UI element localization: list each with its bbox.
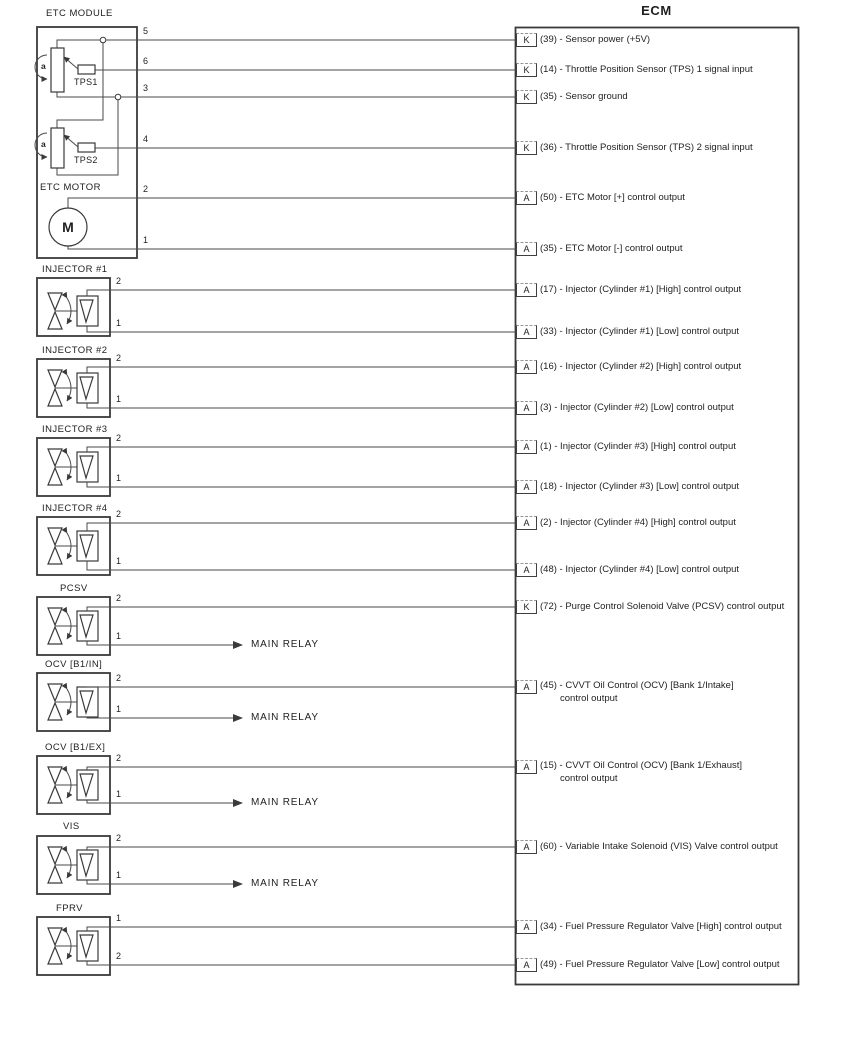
pin-label: (72) - Purge Control Solenoid Valve (PCSV) control output (540, 601, 785, 612)
pin-connector-letter: A (516, 958, 537, 972)
ecm-pin-row (516, 919, 782, 934)
component-label-pcsv: PCSV (60, 583, 88, 594)
injector3-symbol (37, 438, 516, 496)
component-label-injector1: INJECTOR #1 (42, 264, 108, 275)
pin-connector-letter: A (516, 242, 537, 256)
pin-connector-letter: A (516, 325, 537, 339)
ecm-pin-row (516, 241, 683, 256)
pin-number: 1 (116, 789, 122, 799)
pin-label: (35) - ETC Motor [-] control output (540, 243, 683, 254)
pin-connector-letter: A (516, 191, 537, 205)
tps2-label: TPS2 (74, 155, 98, 165)
ecm-pin-row (516, 679, 734, 705)
pin-connector-letter: A (516, 563, 537, 577)
pin-connector-letter: K (516, 600, 537, 614)
etc-module-symbol (35, 27, 516, 258)
pin-label: (36) - Throttle Position Sensor (TPS) 2 signal input (540, 142, 753, 153)
pin-label: (48) - Injector (Cylinder #4) [Low] control output (540, 564, 740, 575)
motor-symbol-m: M (62, 219, 74, 235)
pin-number: 1 (116, 913, 122, 923)
ecm-pin-row (516, 839, 778, 854)
pin-connector-letter: A (516, 283, 537, 297)
pin-label: (14) - Throttle Position Sensor (TPS) 1 signal input (540, 64, 753, 75)
ecm-pin-row (516, 759, 742, 785)
injector2-symbol (37, 359, 516, 417)
pin-number: 1 (116, 631, 122, 641)
ecm-pin-row (516, 562, 739, 577)
pin-label: (60) - Variable Intake Solenoid (VIS) Valve control output (540, 841, 778, 852)
component-label-injector2: INJECTOR #2 (42, 345, 108, 356)
pin-number: 2 (116, 353, 122, 363)
main-relay-label: MAIN RELAY (251, 639, 319, 650)
pin-number: 2 (116, 833, 122, 843)
pin-label: (39) - Sensor power (+5V) (540, 34, 651, 45)
etc-motor-label: ETC MOTOR (40, 182, 101, 193)
throttle-angle-symbol: a (41, 139, 46, 149)
pin-connector-letter: K (516, 90, 537, 104)
pin-number: 2 (116, 593, 122, 603)
pin-number: 2 (116, 433, 122, 443)
pin-number: 2 (143, 184, 149, 194)
pin-label: (2) - Injector (Cylinder #4) [High] control output (540, 517, 736, 528)
pin-label-line2: control output (560, 773, 618, 784)
pin-connector-letter: A (516, 516, 537, 530)
pin-number: 3 (143, 83, 149, 93)
ecm-pin-row (516, 359, 741, 374)
pin-label: (50) - ETC Motor [+] control output (540, 192, 685, 203)
main-relay-label: MAIN RELAY (251, 797, 319, 808)
pin-label: (18) - Injector (Cylinder #3) [Low] control output (540, 481, 740, 492)
pin-connector-letter: K (516, 33, 537, 47)
ecm-pin-row (516, 957, 780, 972)
pin-label: (34) - Fuel Pressure Regulator Valve [High] control output (540, 921, 782, 932)
pin-connector-letter: A (516, 480, 537, 494)
pin-label: (1) - Injector (Cylinder #3) [High] control output (540, 441, 736, 452)
tps1-label: TPS1 (74, 77, 98, 87)
pin-number: 1 (116, 394, 122, 404)
main-relay-label: MAIN RELAY (251, 878, 319, 889)
ecm-pin-row (516, 32, 650, 47)
ecm-pin-row (516, 62, 753, 77)
pin-number: 1 (116, 556, 122, 566)
main-relay-label: MAIN RELAY (251, 712, 319, 723)
pin-connector-letter: K (516, 63, 537, 77)
pin-number: 1 (116, 704, 122, 714)
ecm-pin-row (516, 439, 736, 454)
pin-number: 4 (143, 134, 149, 144)
pin-connector-letter: A (516, 920, 537, 934)
pin-label: (35) - Sensor ground (540, 91, 628, 102)
fprv-symbol (37, 917, 516, 975)
component-label-fprv: FPRV (56, 903, 83, 914)
ecm-pin-row (516, 324, 739, 339)
throttle-angle-symbol: a (41, 61, 46, 71)
ecm-pin-row (516, 599, 784, 614)
pin-number: 1 (116, 473, 122, 483)
pin-number: 1 (143, 235, 149, 245)
pin-label: (45) - CVVT Oil Control (OCV) [Bank 1/Intake] (540, 680, 734, 691)
pin-number: 1 (116, 318, 122, 328)
ecm-pin-row (516, 190, 685, 205)
ecm-pin-row (516, 140, 753, 155)
pin-label: (16) - Injector (Cylinder #2) [High] control output (540, 361, 742, 372)
pin-label: (17) - Injector (Cylinder #1) [High] control output (540, 284, 742, 295)
pin-connector-letter: K (516, 141, 537, 155)
component-label-injector4: INJECTOR #4 (42, 503, 108, 514)
injector4-symbol (37, 517, 516, 575)
pin-connector-letter: A (516, 440, 537, 454)
pin-number: 6 (143, 56, 149, 66)
ecm-pin-row (516, 515, 736, 530)
injector1-symbol (37, 278, 516, 336)
pin-number: 2 (116, 951, 122, 961)
pin-label: (3) - Injector (Cylinder #2) [Low] control output (540, 402, 734, 413)
pin-connector-letter: A (516, 760, 537, 774)
component-label-ocv-intake: OCV [B1/IN] (45, 659, 103, 670)
pin-number: 2 (116, 753, 122, 763)
component-label-ocv-exhaust: OCV [B1/EX] (45, 742, 106, 753)
pin-connector-letter: A (516, 360, 537, 374)
pin-label: (49) - Fuel Pressure Regulator Valve [Low] control output (540, 959, 780, 970)
pin-number: 2 (116, 673, 122, 683)
pin-connector-letter: A (516, 680, 537, 694)
pin-label-line2: control output (560, 693, 618, 704)
ecm-pin-row (516, 479, 739, 494)
component-label-injector3: INJECTOR #3 (42, 424, 108, 435)
component-label-vis: VIS (63, 821, 80, 832)
ecm-pin-row (516, 89, 628, 104)
pin-number: 2 (116, 276, 122, 286)
pin-label: (33) - Injector (Cylinder #1) [Low] control output (540, 326, 740, 337)
component-label-etc-module: ETC MODULE (46, 8, 113, 19)
pin-connector-letter: A (516, 401, 537, 415)
ecm-pin-row (516, 400, 734, 415)
pin-connector-letter: A (516, 840, 537, 854)
ecm-pin-row (516, 282, 741, 297)
pin-number: 2 (116, 509, 122, 519)
ecm-title: ECM (641, 3, 672, 18)
pin-number: 1 (116, 870, 122, 880)
pin-number: 5 (143, 26, 149, 36)
pin-label: (15) - CVVT Oil Control (OCV) [Bank 1/Exhaust] (540, 760, 743, 771)
